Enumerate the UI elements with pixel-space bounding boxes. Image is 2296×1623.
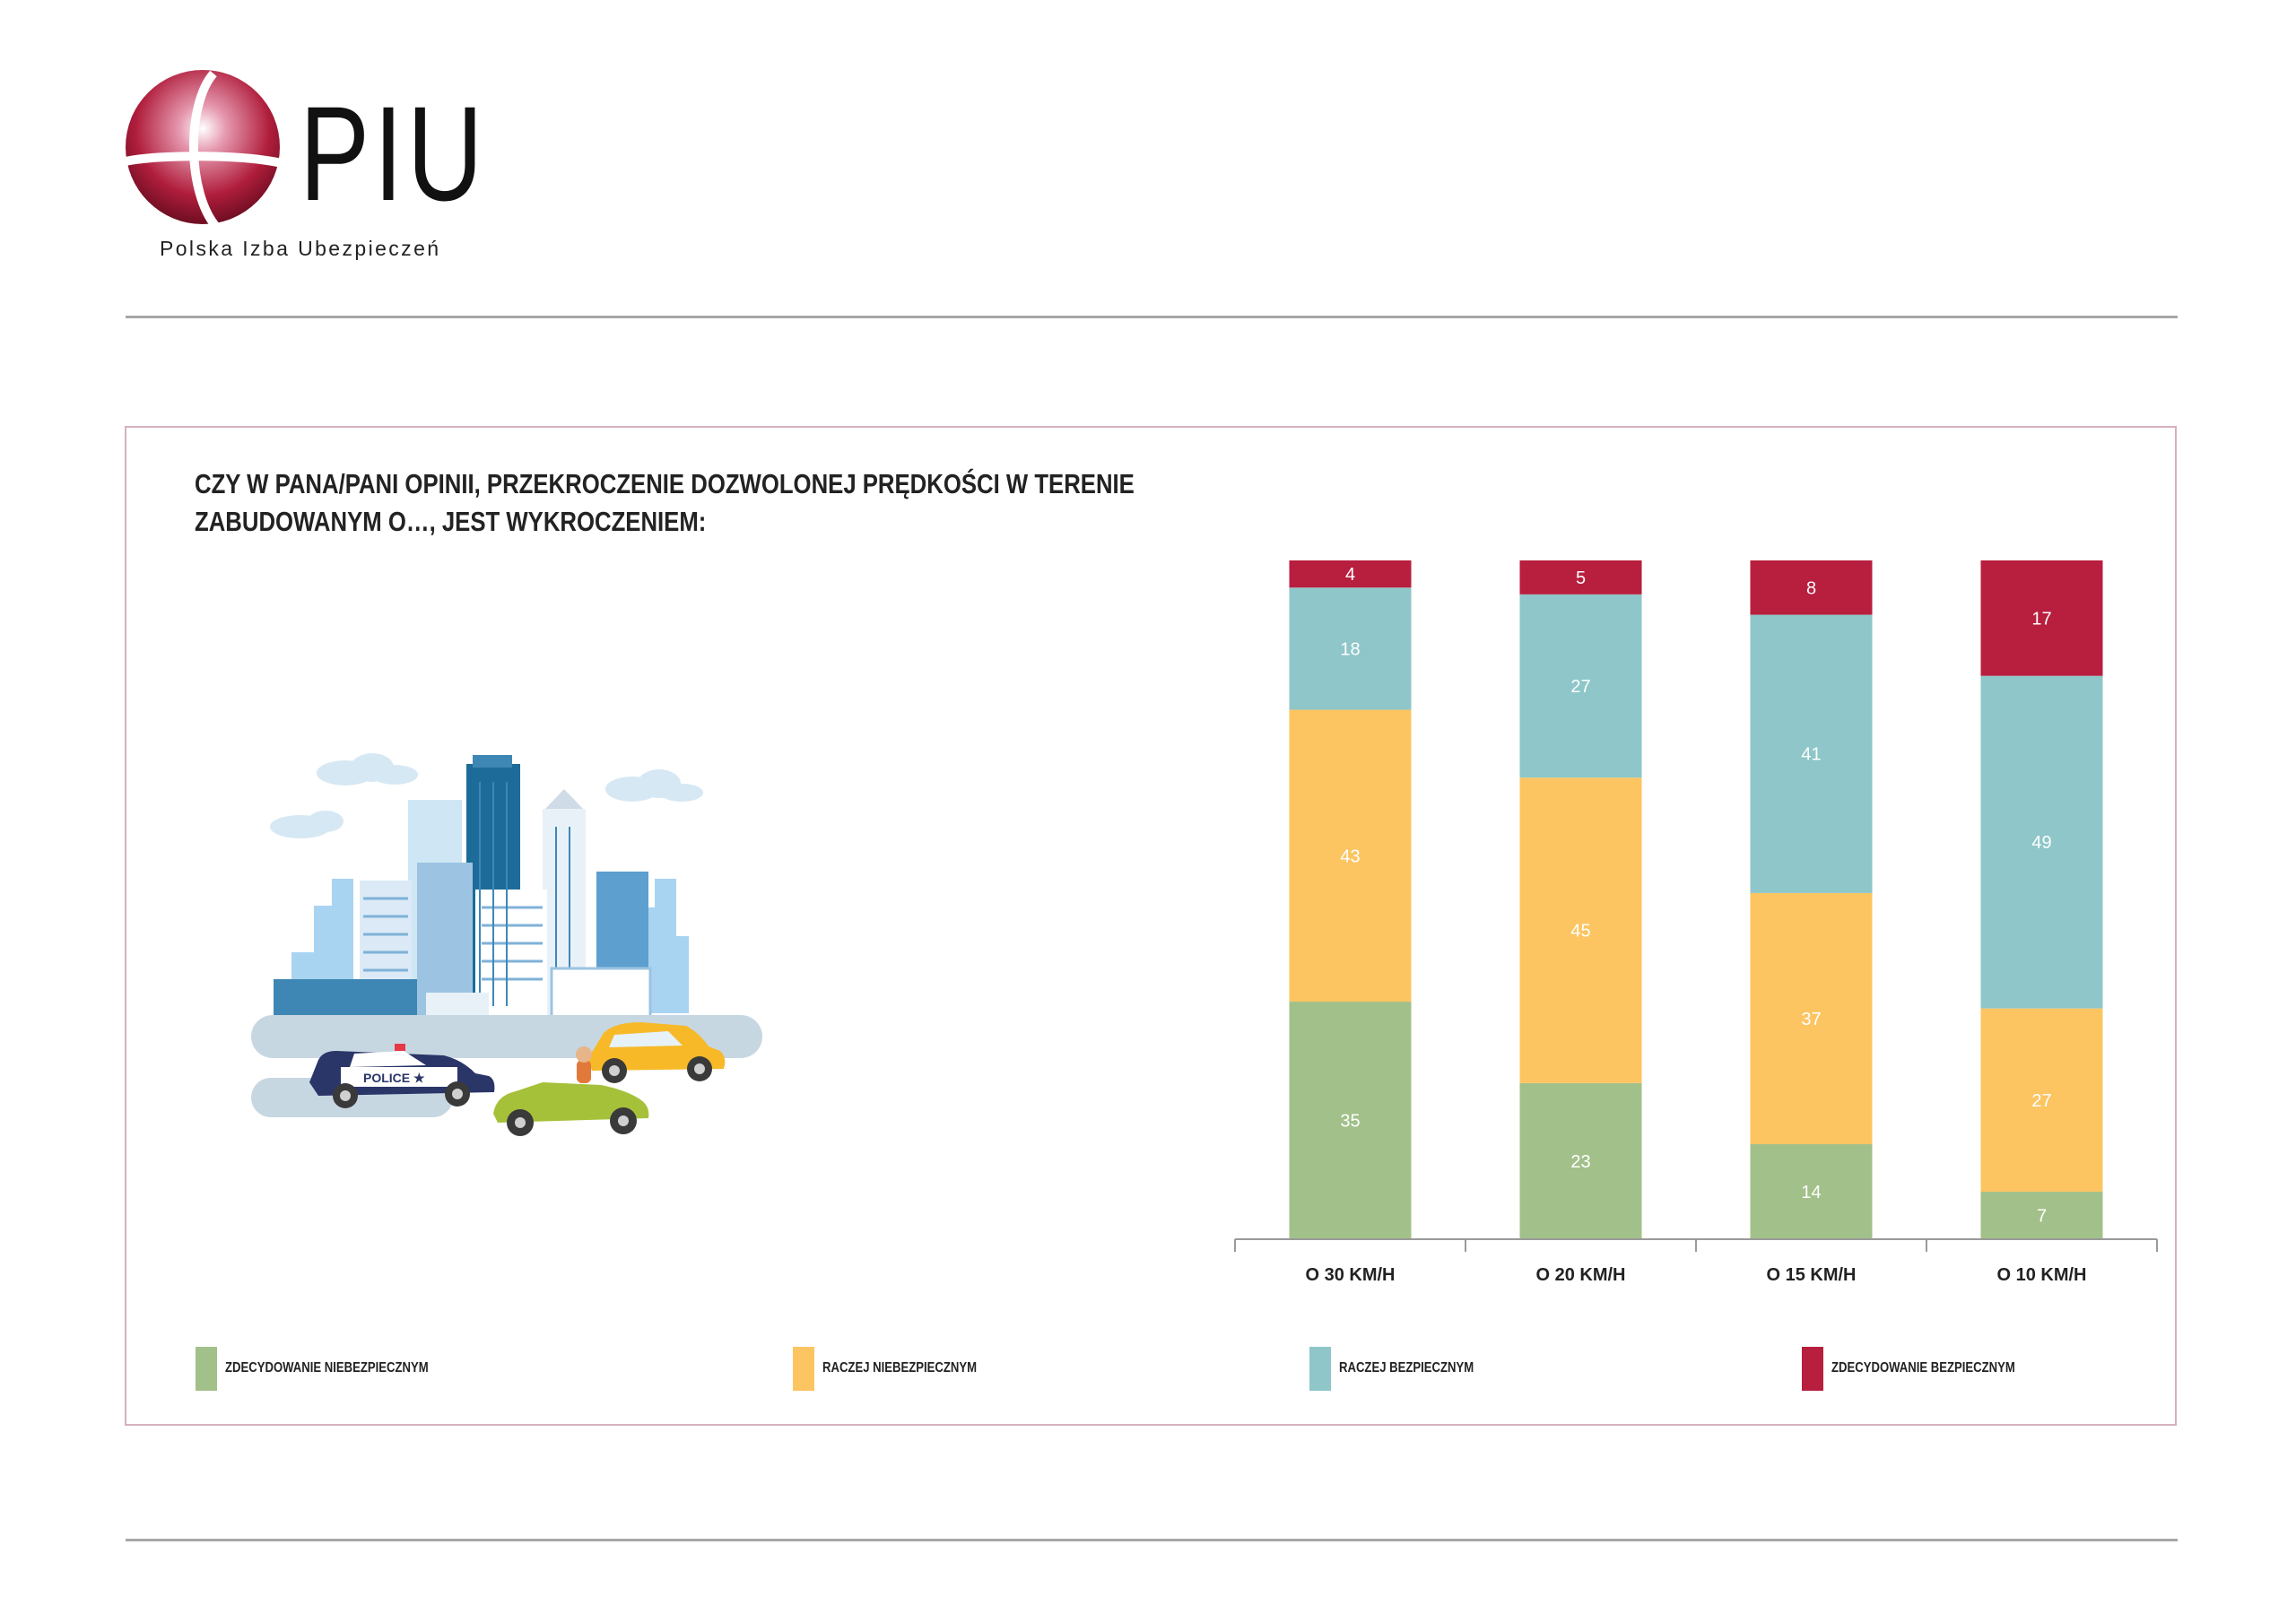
legend-swatch-0 <box>196 1347 217 1391</box>
globe-icon <box>124 68 294 239</box>
data-label-2-0: 14 <box>1801 1183 1822 1203</box>
category-label-3: O 10 KM/H <box>1996 1265 2087 1285</box>
data-label-1-1: 45 <box>1570 921 1591 942</box>
chart-panel <box>125 426 2177 1426</box>
divider-bottom <box>126 1539 2178 1541</box>
category-label-1: O 20 KM/H <box>1535 1265 1626 1285</box>
data-label-0-0: 35 <box>1340 1111 1361 1132</box>
data-label-0-1: 43 <box>1340 846 1361 867</box>
piu-logo <box>124 68 500 265</box>
data-label-1-3: 5 <box>1575 568 1587 588</box>
chart-title: CZY W PANA/PANI OPINII, PRZEKROCZENIE DOZWOLONEJ PRĘDKOŚCI W TERENIE ZABUDOWANYM O…, JEST WYKROCZENIEM: <box>195 468 1135 537</box>
legend-label-0: ZDECYDOWANIE NIEBEZPIECZNYM <box>225 1360 429 1376</box>
legend-label-1: RACZEJ NIEBEZPIECZNYM <box>822 1360 978 1376</box>
divider-top <box>126 316 2178 318</box>
data-label-3-0: 7 <box>2036 1206 2048 1227</box>
legend-swatch-2 <box>1309 1347 1331 1391</box>
data-label-2-3: 8 <box>1805 578 1817 599</box>
data-label-1-2: 27 <box>1570 677 1591 698</box>
legend-swatch-3 <box>1802 1347 1823 1391</box>
stacked-bar-chart <box>126 428 2179 1428</box>
legend-label-3: ZDECYDOWANIE BEZPIECZNYM <box>1831 1360 2015 1376</box>
data-label-3-2: 49 <box>2031 833 2052 854</box>
data-label-3-3: 17 <box>2031 609 2052 629</box>
legend-swatch-1 <box>793 1347 814 1391</box>
data-label-3-1: 27 <box>2031 1090 2052 1111</box>
data-label-2-1: 37 <box>1801 1009 1822 1029</box>
data-label-0-3: 4 <box>1344 565 1356 586</box>
category-label-0: O 30 KM/H <box>1305 1265 1396 1285</box>
logo-letters: PIU <box>300 78 488 229</box>
logo-subtitle: Polska Izba Ubezpieczeń <box>160 237 441 260</box>
data-label-1-0: 23 <box>1570 1151 1591 1172</box>
data-label-0-2: 18 <box>1340 639 1361 660</box>
police-text: POLICE ★ <box>363 1071 425 1085</box>
legend-label-2: RACZEJ BEZPIECZNYM <box>1339 1360 1474 1376</box>
data-label-2-2: 41 <box>1801 744 1822 765</box>
category-label-2: O 15 KM/H <box>1766 1265 1857 1285</box>
